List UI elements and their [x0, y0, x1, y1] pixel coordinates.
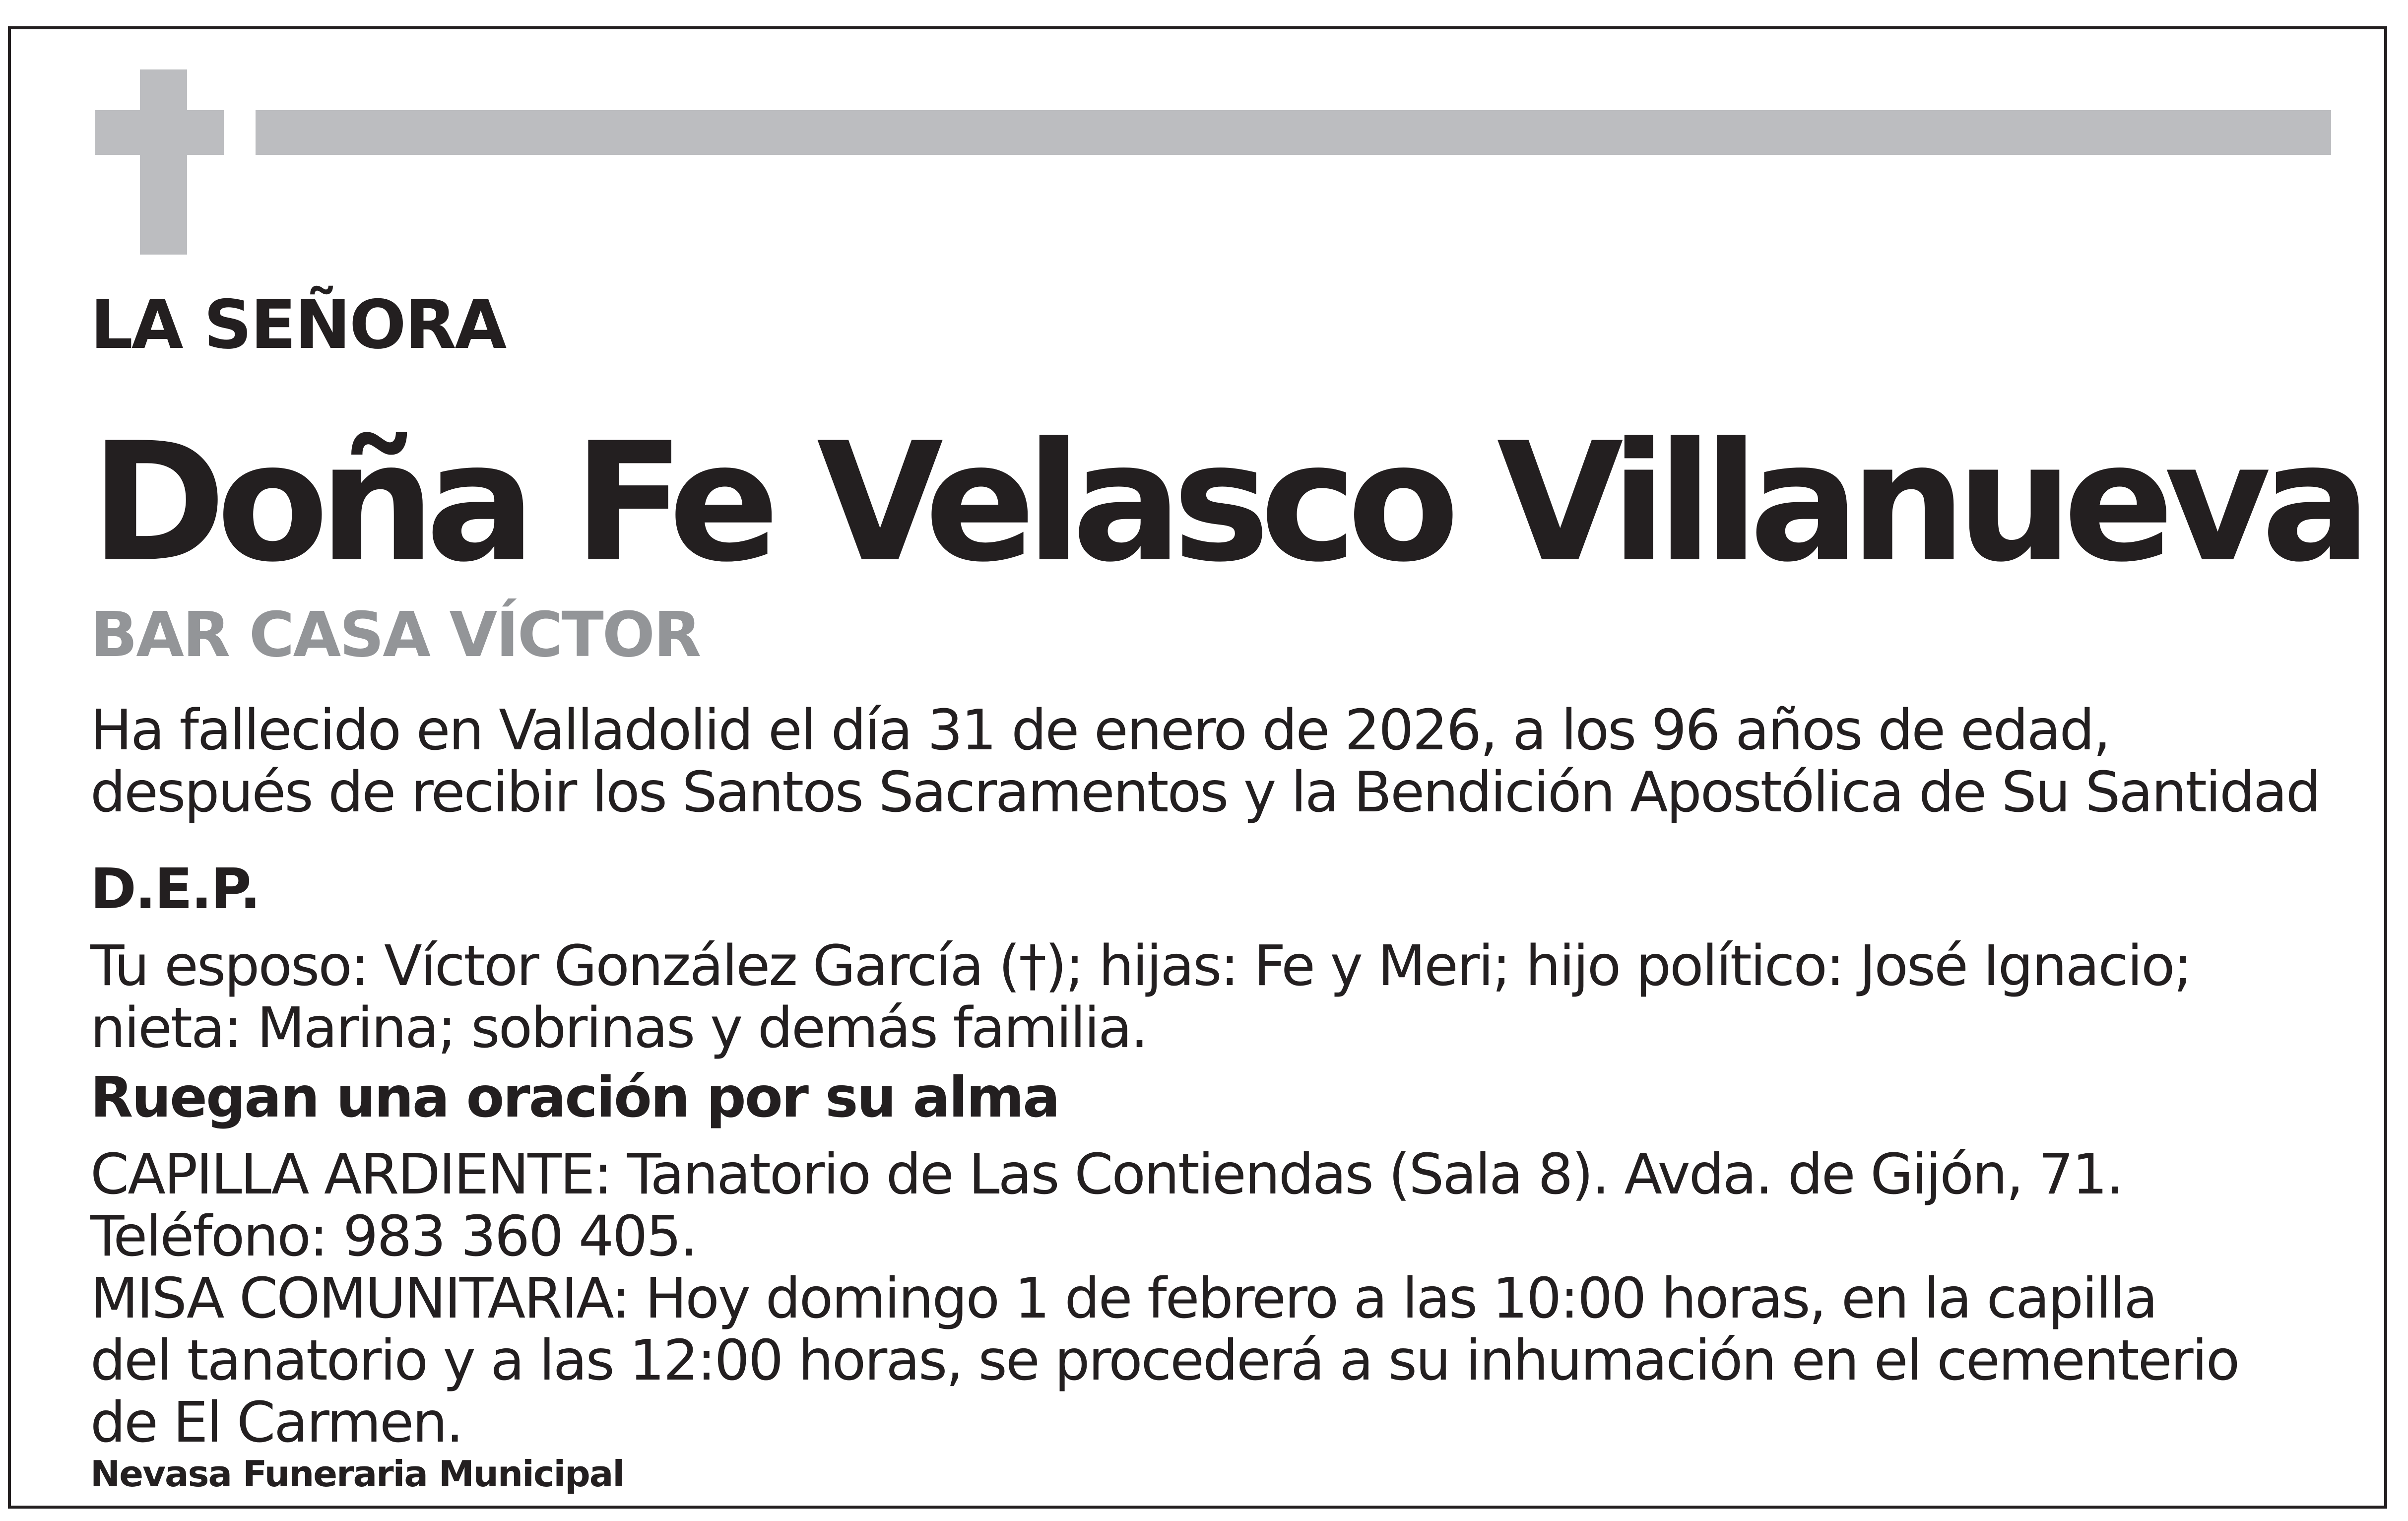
service-line: de El Carmen.	[90, 1390, 462, 1455]
family-line: Tu esposo: Víctor González García (†); hijas: Fe y Meri; hijo político: José Ignacio;	[90, 934, 2191, 998]
death-line: Ha fallecido en Valladolid el día 31 de enero de 2026, a los 96 años de edad,	[90, 698, 2110, 763]
cross-vertical-bar	[140, 69, 187, 255]
business-name: BAR CASA VÍCTOR	[90, 599, 700, 671]
service-line: del tanatorio y a las 12:00 horas, se procederá a su inhumación en el cementerio	[90, 1328, 2239, 1393]
cross-horizontal-bar	[95, 110, 224, 155]
death-line: después de recibir los Santos Sacramentos y la Bendición Apostólica de Su Santidad	[90, 760, 2320, 825]
rip-text: D.E.P.	[90, 857, 260, 922]
service-line: Teléfono: 983 360 405.	[90, 1204, 697, 1269]
service-line: CAPILLA ARDIENTE: Tanatorio de Las Contiendas (Sala 8). Avda. de Gijón, 71.	[90, 1142, 2123, 1207]
honorific: LA SEÑORA	[90, 286, 506, 364]
service-details	[90, 1144, 2238, 1454]
header-rule	[256, 110, 2331, 155]
funeral-home: Nevasa Funeraria Municipal	[90, 1453, 624, 1495]
prayer-request: Ruegan una oración por su alma	[90, 1065, 1059, 1130]
family-list	[90, 935, 2191, 1059]
deceased-name: Doña Fe Velasco Villanueva	[90, 407, 2362, 598]
service-line: MISA COMUNITARIA: Hoy domingo 1 de febrero a las 10:00 horas, en la capilla	[90, 1266, 2156, 1331]
family-line: nieta: Marina; sobrinas y demás familia.	[90, 996, 1147, 1060]
death-announcement	[90, 700, 2320, 824]
